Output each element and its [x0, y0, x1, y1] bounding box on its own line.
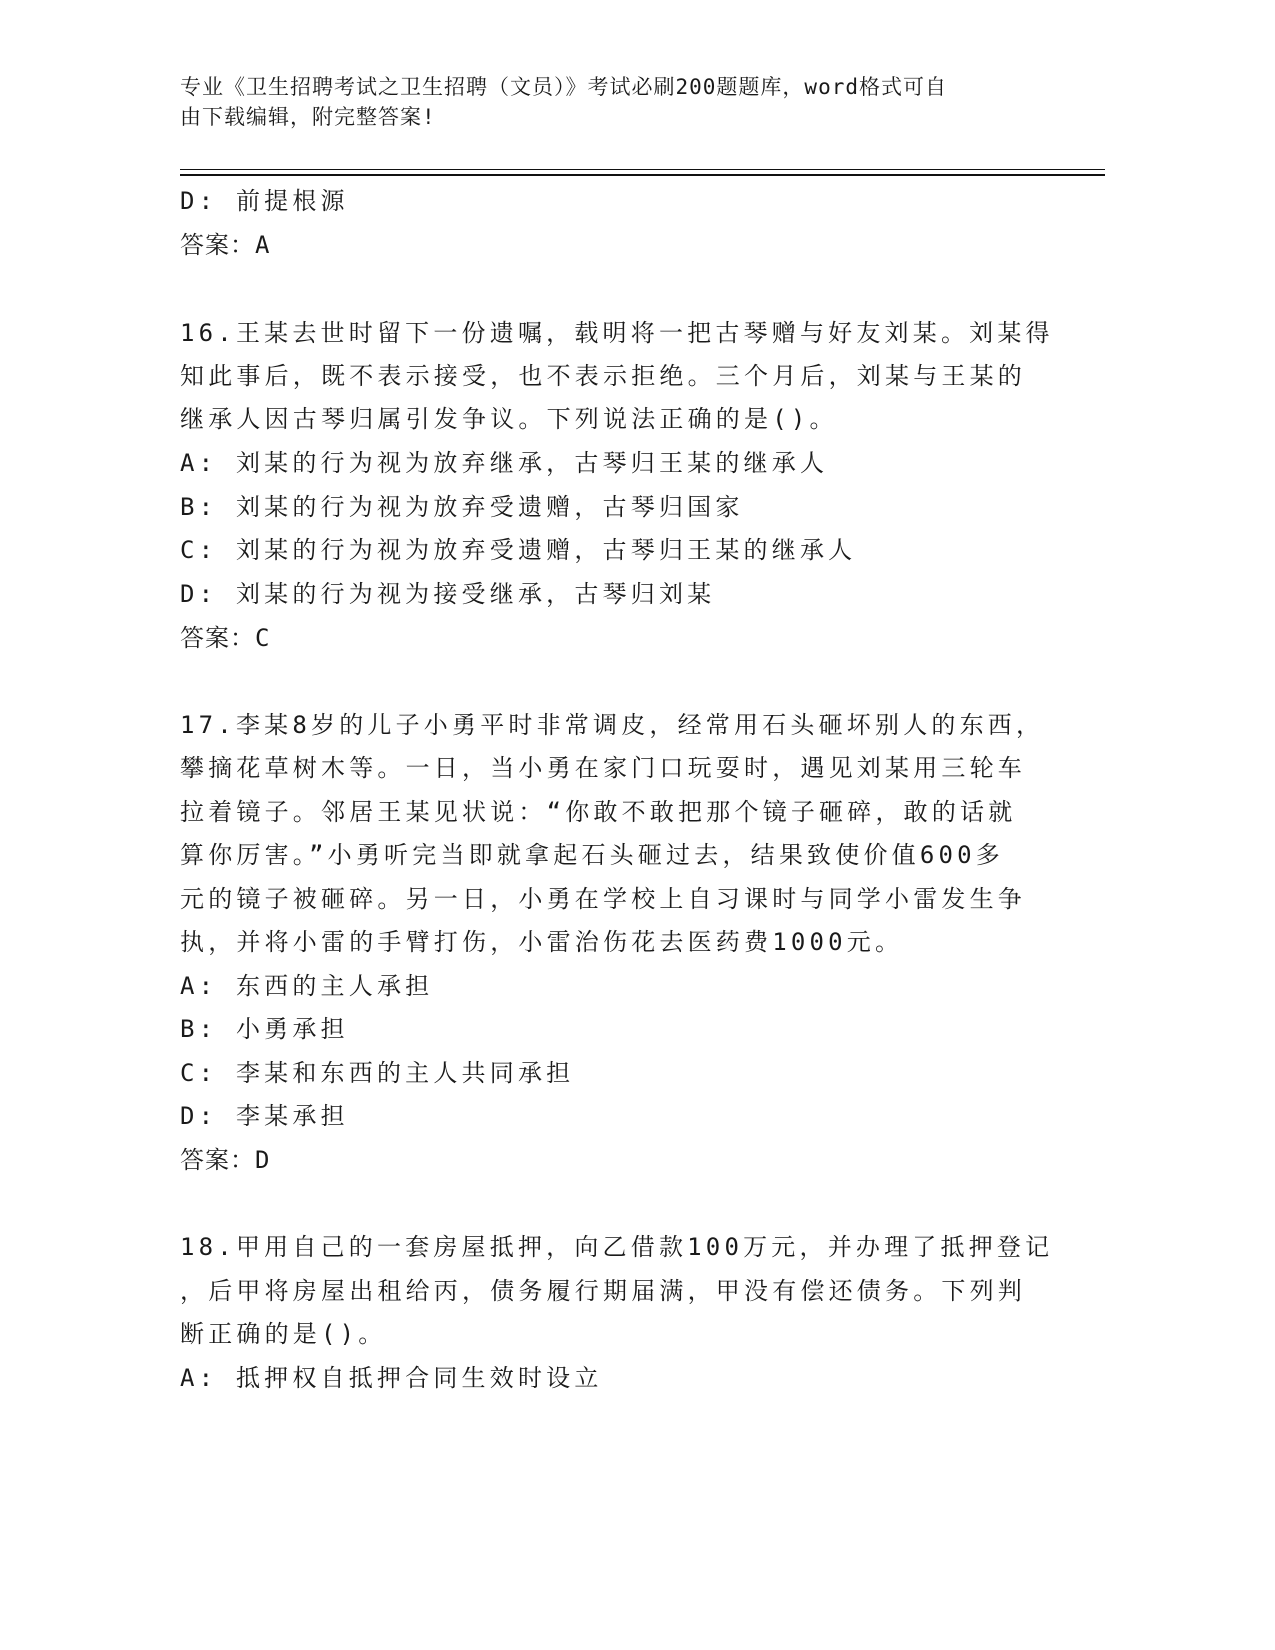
q16-option-d: D: 刘某的行为视为接受继承，古琴归刘某 [180, 580, 716, 608]
q17-option-a: A: 东西的主人承担 [180, 972, 434, 1000]
q16-stem-line: 继承人因古琴归属引发争议。下列说法正确的是()。 [180, 405, 838, 433]
q17-answer: 答案：D [180, 1146, 271, 1174]
page-header [180, 72, 1060, 132]
q17-stem-line: 执，并将小雷的手臂打伤，小雷治伤花去医药费1000元。 [180, 928, 904, 956]
q17-option-c: C: 李某和东西的主人共同承担 [180, 1059, 575, 1087]
q16-stem-line: 知此事后，既不表示接受，也不表示拒绝。三个月后，刘某与王某的 [180, 362, 1026, 390]
q16-option-c: C: 刘某的行为视为放弃受遗赠，古琴归王某的继承人 [180, 536, 857, 564]
header-divider-thin [180, 169, 1105, 170]
q15-option-d: D: 前提根源 [180, 187, 349, 215]
q15-answer: 答案：A [180, 231, 271, 259]
q17-stem-line: 拉着镜子。邻居王某见状说：“你敢不敢把那个镜子砸碎，敢的话就 [180, 798, 1017, 826]
q16-option-b: B: 刘某的行为视为放弃受遗赠，古琴归国家 [180, 493, 744, 521]
header-line-1: 专业《卫生招聘考试之卫生招聘（文员）》考试必刷200题题库，word格式可自 [180, 75, 947, 99]
q17-stem-line: 17.李某8岁的儿子小勇平时非常调皮，经常用石头砸坏别人的东西， [180, 711, 1045, 739]
header-line-2: 由下载编辑，附完整答案! [180, 105, 436, 129]
header-divider-thick [180, 174, 1105, 176]
q18-stem-line: ，后甲将房屋出租给丙，债务履行期届满，甲没有偿还债务。下列判 [180, 1277, 1026, 1305]
q17-option-d: D: 李某承担 [180, 1102, 349, 1130]
q16-stem-line: 16.王某去世时留下一份遗嘱，载明将一把古琴赠与好友刘某。刘某得 [180, 319, 1054, 347]
q16-option-a: A: 刘某的行为视为放弃继承，古琴归王某的继承人 [180, 449, 829, 477]
q18-stem-line: 18.甲用自己的一套房屋抵押，向乙借款100万元，并办理了抵押登记 [180, 1233, 1054, 1261]
q17-stem-line: 算你厉害。”小勇听完当即就拿起石头砸过去，结果致使价值600多 [180, 841, 1004, 869]
q18-stem-line: 断正确的是()。 [180, 1320, 387, 1348]
q17-option-b: B: 小勇承担 [180, 1015, 349, 1043]
q18-option-a: A: 抵押权自抵押合同生效时设立 [180, 1364, 603, 1392]
q17-stem-line: 元的镜子被砸碎。另一日，小勇在学校上自习课时与同学小雷发生争 [180, 885, 1026, 913]
q17-stem-line: 攀摘花草树木等。一日，当小勇在家门口玩耍时，遇见刘某用三轮车 [180, 754, 1026, 782]
q16-answer: 答案：C [180, 624, 271, 652]
